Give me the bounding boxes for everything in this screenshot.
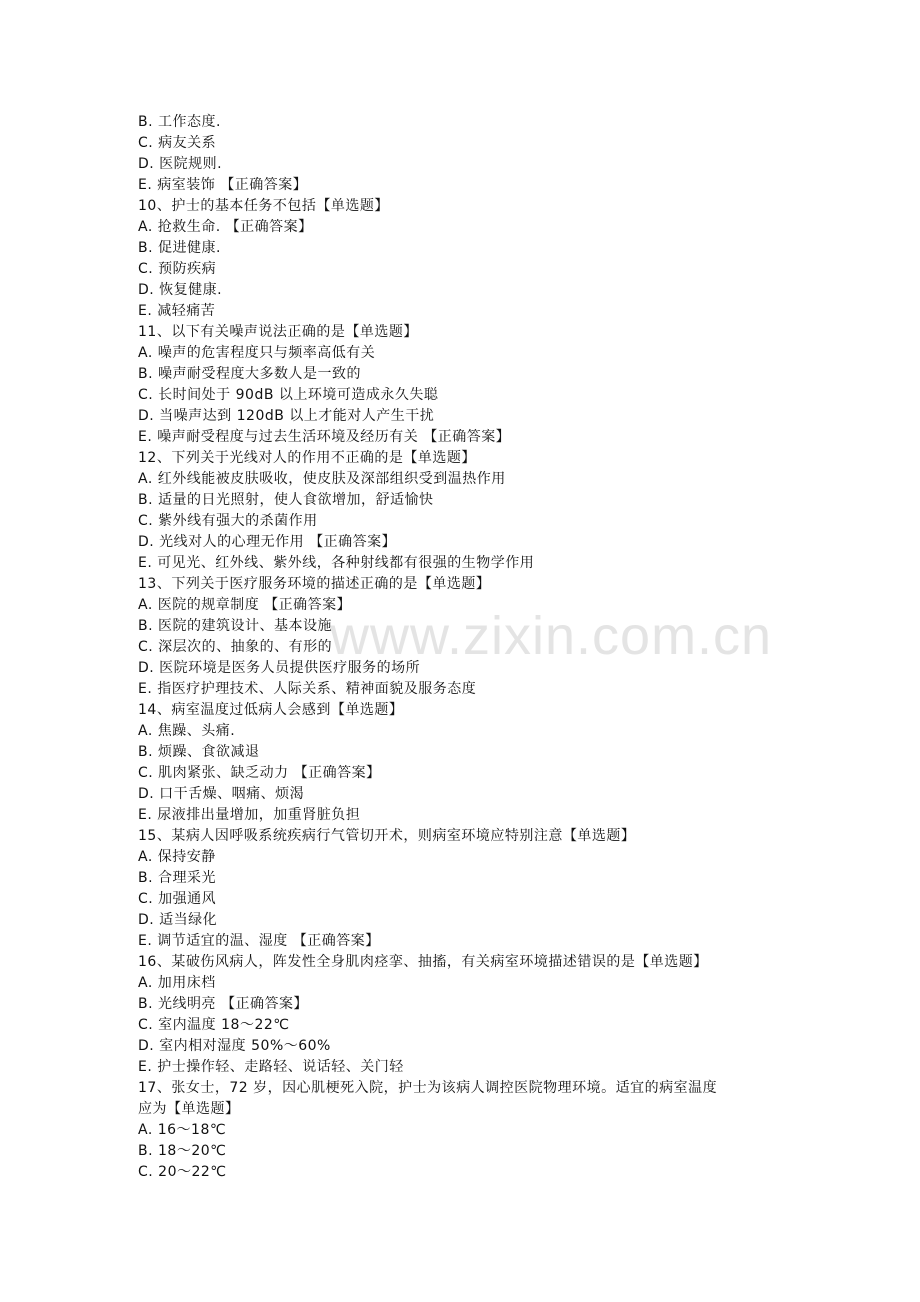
question-line: 12、下列关于光线对人的作用不正确的是【单选题】 xyxy=(138,450,476,466)
option-line: D. 恢复健康. xyxy=(138,282,223,298)
option-line: B. 噪声耐受程度大多数人是一致的 xyxy=(138,366,362,382)
option-line: C. 深层次的、抽象的、有形的 xyxy=(138,639,333,655)
option-line: A. 16～18℃ xyxy=(138,1122,227,1138)
question-line: 应为【单选题】 xyxy=(138,1101,240,1117)
option-line: B. 适量的日光照射，使人食欲增加，舒适愉快 xyxy=(138,492,434,508)
option-line: C. 室内温度 18～22℃ xyxy=(138,1017,290,1033)
question-line: 11、以下有关噪声说法正确的是【单选题】 xyxy=(138,324,418,340)
option-line: B. 光线明亮 【正确答案】 xyxy=(138,996,308,1012)
option-line: B. 烦躁、食欲减退 xyxy=(138,744,260,760)
question-line: 14、病室温度过低病人会感到【单选题】 xyxy=(138,702,404,718)
option-line: E. 护士操作轻、走路轻、说话轻、关门轻 xyxy=(138,1059,404,1075)
option-line: D. 当噪声达到 120dB 以上才能对人产生干扰 xyxy=(138,408,435,424)
option-line: A. 噪声的危害程度只与频率高低有关 xyxy=(138,345,376,361)
question-document xyxy=(138,112,818,1183)
question-line: 10、护士的基本任务不包括【单选题】 xyxy=(138,198,389,214)
option-line: E. 调节适宜的温、湿度 【正确答案】 xyxy=(138,933,380,949)
option-line: E. 噪声耐受程度与过去生活环境及经历有关 【正确答案】 xyxy=(138,429,511,445)
option-line: C. 加强通风 xyxy=(138,891,217,907)
option-line: D. 口干舌燥、咽痛、烦渴 xyxy=(138,786,305,802)
question-line: 16、某破伤风病人，阵发性全身肌肉痉挛、抽搐，有关病室环境描述错误的是【单选题】 xyxy=(138,954,708,970)
option-line: E. 病室装饰 【正确答案】 xyxy=(138,177,308,193)
watermark: www.zixin.com.cn xyxy=(330,606,773,666)
option-line: C. 预防疾病 xyxy=(138,261,217,277)
option-line: B. 合理采光 xyxy=(138,870,217,886)
option-line: D. 医院环境是医务人员提供医疗服务的场所 xyxy=(138,660,421,676)
question-line: 17、张女士，72 岁，因心肌梗死入院，护士为该病人调控医院物理环境。适宜的病室温度 xyxy=(138,1080,718,1096)
question-line: 13、下列关于医疗服务环境的描述正确的是【单选题】 xyxy=(138,576,491,592)
option-line: E. 减轻痛苦 xyxy=(138,303,216,319)
option-line: A. 医院的规章制度 【正确答案】 xyxy=(138,597,352,613)
option-line: B. 促进健康. xyxy=(138,240,221,256)
option-line: D. 医院规则. xyxy=(138,156,223,172)
option-line: A. 保持安静 xyxy=(138,849,216,865)
option-line: A. 加用床档 xyxy=(138,975,216,991)
option-line: B. 18～20℃ xyxy=(138,1143,227,1159)
option-line: A. 抢救生命. 【正确答案】 xyxy=(138,219,313,235)
option-line: D. 光线对人的心理无作用 【正确答案】 xyxy=(138,534,397,550)
option-line: B. 医院的建筑设计、基本设施 xyxy=(138,618,333,634)
option-line: E. 尿液排出量增加，加重肾脏负担 xyxy=(138,807,361,823)
option-line: E. 指医疗护理技术、人际关系、精神面貌及服务态度 xyxy=(138,681,477,697)
option-line: C. 20～22℃ xyxy=(138,1164,227,1180)
option-line: A. 红外线能被皮肤吸收，使皮肤及深部组织受到温热作用 xyxy=(138,471,506,487)
option-line: C. 长时间处于 90dB 以上环境可造成永久失聪 xyxy=(138,387,439,403)
option-line: D. 室内相对湿度 50%～60% xyxy=(138,1038,331,1054)
option-line: C. 肌肉紧张、缺乏动力 【正确答案】 xyxy=(138,765,381,781)
option-line: C. 紫外线有强大的杀菌作用 xyxy=(138,513,318,529)
option-line: E. 可见光、红外线、紫外线，各种射线都有很强的生物学作用 xyxy=(138,555,535,571)
question-line: 15、某病人因呼吸系统疾病行气管切开术，则病室环境应特别注意【单选题】 xyxy=(138,828,636,844)
option-line: D. 适当绿化 xyxy=(138,912,218,928)
option-line: A. 焦躁、头痛. xyxy=(138,723,236,739)
option-line: C. 病友关系 xyxy=(138,135,217,151)
option-line: B. 工作态度. xyxy=(138,114,221,130)
